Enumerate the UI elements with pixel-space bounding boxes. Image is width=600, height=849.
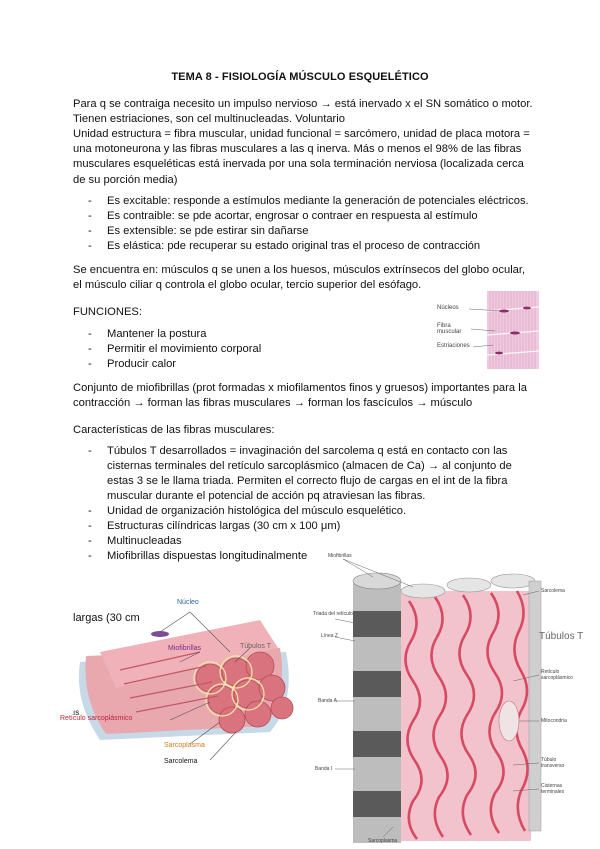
functions-list (88, 327, 308, 372)
document-title: TEMA 8 - FISIOLOGÍA MÚSCULO ESQUELÉTICO (171, 71, 429, 83)
sarcomere-label-left: Línea Z (321, 633, 338, 639)
characteristics-list (88, 444, 538, 564)
sarcomere-label-right: Sarcolema (541, 588, 565, 594)
sarcomere-label-left: Triada del retículo (313, 611, 353, 617)
list-item: - Es contraible: se pde acortar, engrosar o contraer en respuesta al estímulo (88, 210, 478, 222)
myofibrils-paragraph: Conjunto de miofibrillas (prot formadas x miofilamentos finos y gruesos) importantes para la contracción → forman las fibras musculares → forman los fascículos → músculo (73, 382, 527, 410)
characteristics-heading: Características de las fibras musculares: (73, 424, 275, 436)
list-item: - Multinucleadas (88, 535, 182, 547)
fiber-label-t-tubules: Túbulos T (240, 643, 271, 650)
fiber-label-sarcoplasm: Sarcoplasma (164, 742, 205, 749)
list-item: - Es elástica: pde recuperar su estado original tras el proceso de contracción (88, 240, 481, 252)
list-item: - Miofibrillas dispuestas longitudinalmente (88, 550, 308, 562)
list-item: - Producir calor (88, 358, 177, 370)
list-item: - Es excitable: responde a estímulos mediante la generación de potenciales eléctricos. (88, 195, 529, 207)
sarcomere-illustration (313, 551, 583, 846)
list-item: - Es extensible: se pde estirar sin dañarse (88, 225, 309, 237)
fiber-label-sarcoplasmic-reticulum: Retículo sarcoplásmico (60, 715, 133, 722)
sarcomere-label-right: Túbulo transverso (541, 757, 565, 769)
histo-label: Fibra muscular (437, 323, 462, 335)
location-paragraph: Se encuentra en: músculos q se unen a los huesos, músculos extrínsecos del globo ocular, el músculo ciliar q controla el globo ocular, tercio superior del esófago. (73, 264, 526, 292)
list-item: - Túbulos T desarrollados = invaginación del sarcolema q está en contacto con las cisternas terminales del retículo sarcoplásmico (almacen de Ca) → al conjunto de estas 3 se le llama triada. Permiten el correcto flujo de cargas en el int de la fibra muscular durante el potencial de acción pq atraviesan las fibras. (88, 445, 512, 502)
histology-image (437, 291, 539, 369)
list-item: - Mantener la postura (88, 328, 207, 340)
list-item: - Permitir el movimiento corporal (88, 343, 262, 355)
sarcomere-label-right: Mitocondria (541, 718, 567, 724)
list-item: - Unidad de organización histológica del músculo esquelético. (88, 505, 407, 517)
intro-paragraph-2: Unidad estructura = fibra muscular, unidad funcional = sarcómero, unidad de placa motora = una motoneurona y las fibras musculares a las q inerva. Más o menos el 98% de las fibras musculares esqueléticas está inervada por una sola terminación nerviosa (localizada cerca de su porción media) (73, 128, 530, 186)
fiber-label-myofibrils: Miofibrillas (168, 645, 202, 652)
functions-heading: FUNCIONES: (73, 306, 142, 318)
sarcomere-label-left: Banda A (318, 698, 337, 704)
fiber-label-sarcolemma: Sarcolema (164, 758, 198, 765)
sarcomere-label-right: Retículo sarcoplásmico (541, 669, 573, 681)
sarcomere-label-left: Banda I (315, 766, 333, 772)
histo-label: Núcleos (437, 305, 459, 311)
sarcomere-label-right: Túbulos T (539, 631, 584, 642)
fiber-label-nucleus: Núcleo (177, 599, 199, 606)
sarcomere-label-left: Miofibrillas (328, 553, 352, 559)
sarcomere-label-right: Cisternas terminales (541, 783, 565, 795)
histo-label: Estriaciones (437, 343, 470, 349)
overlay-text: largas (30 cm (73, 612, 140, 624)
properties-list (88, 194, 538, 254)
sarcomere-label-bottom: Sarcoplasma (368, 838, 398, 844)
list-item: - Estructuras cilíndricas largas (30 cm x 100 μm) (88, 520, 341, 532)
intro-paragraph-1: Para q se contraiga necesito un impulso nervioso → está inervado x el SN somático o motor. Tienen estriaciones, son cel multinucleadas. Voluntario (73, 98, 533, 126)
side-mark: ıs (73, 708, 80, 717)
